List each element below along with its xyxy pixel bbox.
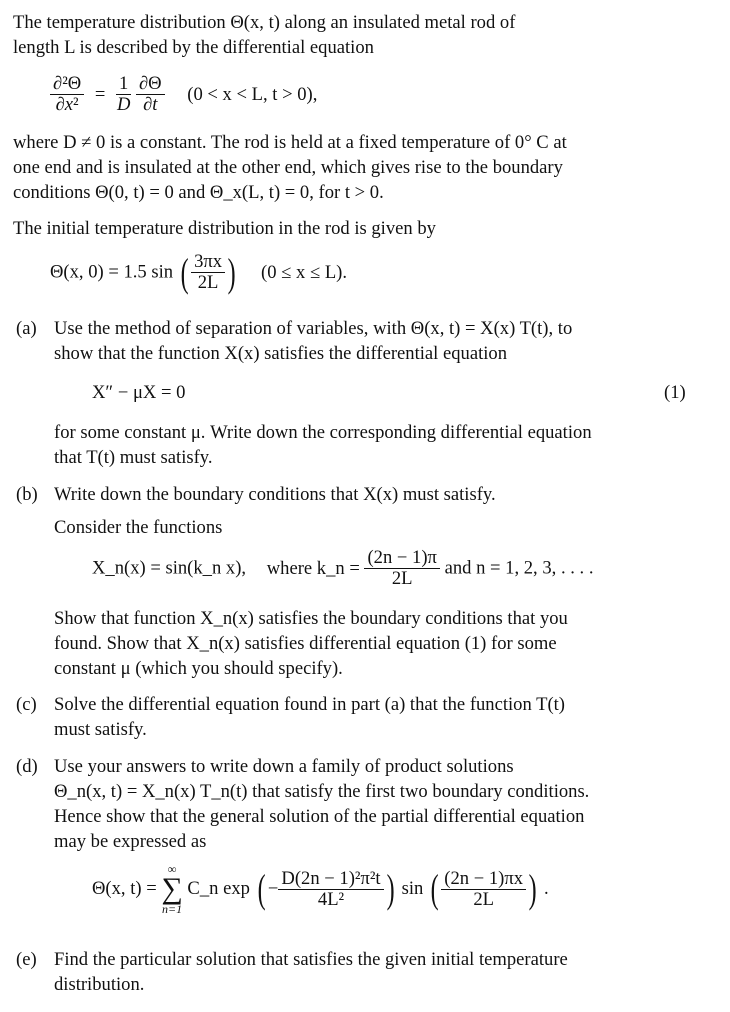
- sin-fraction: [441, 869, 526, 910]
- part-a-label: (a): [16, 318, 37, 339]
- sin-den: 2L: [473, 888, 494, 910]
- part-b-eq-tail: and n = 1, 2, 3, . . . .: [444, 557, 594, 579]
- part-d-label: (d): [16, 756, 38, 777]
- part-c-line-2: must satisfy.: [54, 719, 147, 740]
- initial-fraction: [191, 252, 225, 293]
- part-b-equation: [92, 548, 594, 589]
- pde-rhs-coef: $\frac{1}{D}$: [116, 73, 131, 115]
- initial-equation: Θ(x, 0) = 1.5 sin ( $\frac{3\pi x}{2L}$ ) (0 ≤ x ≤ L).: [50, 249, 348, 295]
- part-a-line-3: for some constant μ. Write down the corresponding differential equation: [54, 422, 592, 443]
- part-a-equation: X″ − μX = 0: [92, 382, 186, 403]
- part-e-line-1: Find the particular solution that satisfies the given initial temperature: [54, 949, 568, 970]
- part-d-line-2: Θ_n(x, t) = X_n(x) T_n(t) that satisfy the first two boundary conditions.: [54, 781, 590, 802]
- part-b-eq-lhs: X_n(x) = sin(k_n x),: [92, 557, 247, 579]
- part-c-text: [54, 692, 565, 742]
- part-a-line-1: Use the method of separation of variables, with Θ(x, t) = X(x) T(t), to: [54, 318, 573, 339]
- intro-line-1: The temperature distribution Θ(x, t) along an insulated metal rod of: [13, 12, 516, 33]
- pde-lhs: $\frac{\text{∂²Θ}}{\text{∂x²}}$: [50, 74, 84, 115]
- part-b-frac-num: (2n − 1)π: [364, 548, 439, 569]
- summation: ∞ ∑ n=1: [161, 862, 183, 916]
- part-b-kn-fraction: [364, 548, 439, 589]
- initial-intro: The initial temperature distribution in the rod is given by: [13, 218, 436, 239]
- pde-rhs-deriv: $\frac{\partial\Theta}{\partial t}$: [136, 74, 165, 115]
- part-d-eq-lhs: Θ(x, t) =: [92, 878, 157, 899]
- part-b-eq-where: where k_n =: [266, 557, 360, 579]
- part-d-equation: Θ(x, t) = ∞ ∑ n=1 C_n exp ( − $\frac{\text{D(2n − 1)²π²t}}{\text{4L²}}$ ) sin ( $\frac{(2n - 1)\pi x}{2L}$ ) .: [92, 862, 549, 916]
- initial-lhs: Θ(x, 0) = 1.5 sin: [50, 261, 174, 283]
- part-b-line-2: Consider the functions: [54, 517, 223, 538]
- exp-num: D(2n − 1)²π²t: [278, 869, 383, 890]
- exp-fraction: [278, 869, 383, 910]
- part-b-text-2: [54, 606, 568, 681]
- pde-equation: $\frac{\text{∂²Θ}}{\text{∂x²}}$ = $\frac{1}{D}$ $\frac{\partial\Theta}{\partial t}$ (0 < x < L, t > 0),: [50, 74, 317, 115]
- sum-lower: n=1: [162, 902, 183, 916]
- sin-label: sin: [401, 878, 424, 899]
- intro-line-2: length L is described by the differential equation: [13, 37, 374, 58]
- part-e-text: [54, 947, 568, 997]
- part-b-line-5: constant μ (which you should specify).: [54, 658, 343, 679]
- part-b-frac-den: 2L: [391, 568, 413, 589]
- part-a-eq-number: (1): [664, 382, 686, 403]
- initial-frac-den: 2L: [197, 272, 219, 293]
- part-e-label: (e): [16, 949, 37, 970]
- pde-condition: (0 < x < L, t > 0),: [187, 83, 318, 105]
- part-d-text: [54, 754, 589, 854]
- part-b-label: (b): [16, 484, 38, 505]
- part-d-line-4: may be expressed as: [54, 831, 207, 852]
- part-d-line-1: Use your answers to write down a family of product solutions: [54, 756, 514, 777]
- part-d-eq-coef: C_n exp: [187, 878, 250, 899]
- initial-frac-num: 3πx: [191, 252, 225, 273]
- where-line-1: where D ≠ 0 is a constant. The rod is held at a fixed temperature of 0° C at: [13, 132, 567, 153]
- part-c-label: (c): [16, 694, 37, 715]
- part-a-text-2: [54, 420, 592, 470]
- part-b-line-3: Show that function X_n(x) satisfies the boundary conditions that you: [54, 608, 568, 629]
- sum-upper: ∞: [167, 862, 177, 876]
- where-line-3: conditions Θ(0, t) = 0 and Θ_x(L, t) = 0, for t > 0.: [13, 182, 384, 203]
- part-a-line-4: that T(t) must satisfy.: [54, 447, 213, 468]
- where-paragraph: [13, 130, 567, 205]
- part-d-line-3: Hence show that the general solution of the partial differential equation: [54, 806, 585, 827]
- part-b-line-4: found. Show that X_n(x) satisfies differential equation (1) for some: [54, 633, 557, 654]
- exp-den: 4L²: [317, 888, 345, 910]
- part-c-line-1: Solve the differential equation found in part (a) that the function T(t): [54, 694, 566, 715]
- part-b-line-1: Write down the boundary conditions that X(x) must satisfy.: [54, 484, 496, 505]
- part-a-text: [54, 316, 572, 366]
- intro-paragraph: [13, 10, 515, 60]
- initial-condition: (0 ≤ x ≤ L).: [261, 261, 348, 283]
- part-e-line-2: distribution.: [54, 974, 145, 995]
- where-line-2: one end and is insulated at the other end, which gives rise to the boundary: [13, 157, 563, 178]
- sin-num: (2n − 1)πx: [441, 869, 526, 890]
- part-a-line-2: show that the function X(x) satisfies the differential equation: [54, 343, 508, 364]
